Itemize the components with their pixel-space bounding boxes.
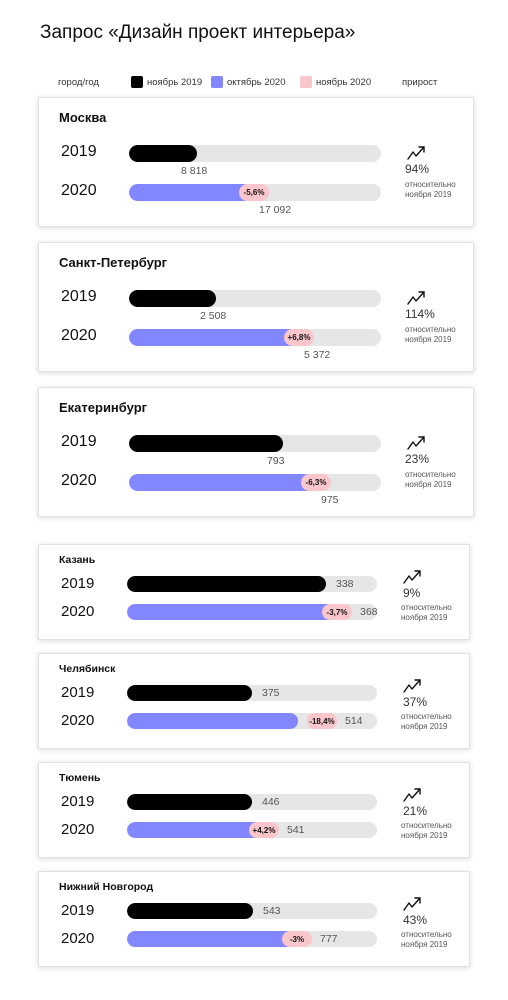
year-label-2020: 2020 [61, 821, 95, 838]
bar-oct-2020 [127, 931, 307, 947]
value-label-2019: 543 [263, 905, 281, 917]
city-name: Москва [59, 110, 107, 125]
year-label-2019: 2019 [61, 793, 95, 810]
year-label-2020: 2020 [61, 327, 97, 344]
growth-percent: 23% [405, 452, 430, 466]
value-label-2019: 2 508 [200, 310, 227, 322]
bar-nov-2019 [127, 576, 326, 592]
value-label-2020: 368 [360, 606, 378, 618]
growth-note-line: ноября 2019 [401, 940, 448, 949]
bar-oct-2020 [129, 329, 303, 346]
bar-nov-2019 [129, 435, 283, 452]
value-label-2019: 446 [262, 796, 280, 808]
year-label-2019: 2019 [61, 288, 97, 305]
growth-note [401, 821, 452, 841]
legend-swatch-nov-2019 [131, 76, 143, 88]
bar-track-2020 [127, 604, 377, 620]
year-label-2020: 2020 [61, 603, 95, 620]
bar-track-2020 [129, 329, 381, 346]
city-card [38, 762, 470, 858]
growth-note-line: ноября 2019 [405, 190, 452, 199]
growth-percent: 94% [405, 162, 430, 176]
growth-percent: 114% [405, 307, 435, 321]
growth-note [405, 180, 456, 200]
value-label-2020: 17 092 [259, 204, 292, 216]
bar-track-2020 [129, 474, 381, 491]
growth-note-line: ноября 2019 [405, 335, 452, 344]
bar-track-2019 [127, 903, 377, 919]
bar-nov-2020-change: -18,4% [307, 713, 337, 729]
growth-percent: 21% [403, 804, 428, 818]
city-name: Санкт-Петербург [59, 255, 168, 270]
city-card [38, 97, 474, 227]
value-label-2019: 338 [336, 578, 354, 590]
growth-arrow-icon [403, 678, 423, 694]
city-name: Казань [59, 554, 96, 566]
bar-nov-2019 [127, 685, 252, 701]
value-label-2020: 975 [321, 494, 339, 506]
bar-nov-2020-change: +6,8% [284, 329, 314, 346]
growth-note-line: относительно [405, 325, 456, 334]
bar-track-2019 [127, 794, 377, 810]
year-label-2020: 2020 [61, 930, 95, 947]
year-label-2020: 2020 [61, 712, 95, 729]
legend-swatch-nov-2020 [300, 76, 312, 88]
growth-arrow-icon [403, 896, 423, 912]
bar-track-2020 [129, 184, 381, 201]
bar-track-2019 [129, 435, 381, 452]
legend-label-oct-2020: октябрь 2020 [227, 77, 286, 88]
value-label-2020: 541 [287, 824, 305, 836]
growth-note-line: относительно [401, 930, 452, 939]
year-label-2019: 2019 [61, 143, 97, 160]
legend-swatch-oct-2020 [211, 76, 223, 88]
bar-oct-2020 [129, 474, 318, 491]
growth-note-line: ноября 2019 [401, 613, 448, 622]
bar-track-2020 [127, 931, 377, 947]
value-label-2020: 777 [320, 933, 338, 945]
year-label-2020: 2020 [61, 472, 97, 489]
legend-label-nov-2019: ноябрь 2019 [147, 77, 203, 88]
value-label-2019: 793 [267, 455, 285, 467]
bar-oct-2020 [127, 713, 298, 729]
bar-track-2019 [127, 685, 377, 701]
growth-arrow-icon [407, 145, 427, 161]
value-label-2019: 375 [262, 687, 280, 699]
year-label-2019: 2019 [61, 575, 95, 592]
growth-note [401, 930, 452, 950]
growth-note [405, 325, 456, 345]
city-card [38, 242, 474, 372]
growth-arrow-icon [403, 569, 423, 585]
city-card [38, 387, 474, 517]
growth-note-line: относительно [401, 712, 452, 721]
bar-oct-2020 [127, 604, 343, 620]
growth-note [401, 712, 452, 732]
city-name: Нижний Новгород [59, 881, 154, 893]
bar-track-2020 [127, 822, 377, 838]
year-label-2019: 2019 [61, 684, 95, 701]
bar-track-2019 [129, 290, 381, 307]
city-card [38, 544, 470, 640]
year-label-2020: 2020 [61, 182, 97, 199]
growth-percent: 43% [403, 913, 428, 927]
city-name: Екатеринбург [59, 400, 148, 415]
value-label-2019: 8 818 [181, 165, 208, 177]
growth-note [401, 603, 452, 623]
value-label-2020: 514 [345, 715, 363, 727]
city-name: Тюмень [59, 772, 101, 784]
bar-nov-2019 [129, 290, 216, 307]
bar-nov-2020-change: -3,7% [322, 604, 352, 620]
city-card [38, 871, 470, 967]
growth-note-line: относительно [405, 470, 456, 479]
city-card [38, 653, 470, 749]
city-name: Челябинск [59, 663, 116, 675]
bar-nov-2020-change: -5,6% [239, 184, 269, 201]
bar-nov-2020-change: -3% [282, 931, 312, 947]
bar-track-2020 [127, 713, 377, 729]
bar-nov-2019 [127, 903, 253, 919]
growth-note-line: ноября 2019 [401, 722, 448, 731]
growth-arrow-icon [407, 290, 427, 306]
growth-percent: 9% [403, 586, 421, 600]
legend-label-nov-2020: ноябрь 2020 [316, 77, 372, 88]
bar-nov-2020-change: +4,2% [249, 822, 279, 838]
value-label-2020: 5 372 [304, 349, 331, 361]
bar-track-2019 [129, 145, 381, 162]
page-title: Запрос «Дизайн проект интерьера» [40, 22, 356, 43]
bar-nov-2020-change: -6,3% [301, 474, 331, 491]
legend-header-city-year: город/год [58, 77, 99, 88]
year-label-2019: 2019 [61, 902, 95, 919]
growth-note [405, 470, 456, 490]
growth-note-line: относительно [405, 180, 456, 189]
legend [0, 76, 508, 92]
growth-note-line: ноября 2019 [405, 480, 452, 489]
bar-nov-2019 [127, 794, 252, 810]
growth-arrow-icon [407, 435, 427, 451]
growth-note-line: ноября 2019 [401, 831, 448, 840]
growth-percent: 37% [403, 695, 428, 709]
legend-header-growth: прирост [402, 77, 438, 88]
growth-note-line: относительно [401, 603, 452, 612]
bar-nov-2019 [129, 145, 197, 162]
growth-note-line: относительно [401, 821, 452, 830]
growth-arrow-icon [403, 787, 423, 803]
year-label-2019: 2019 [61, 433, 97, 450]
